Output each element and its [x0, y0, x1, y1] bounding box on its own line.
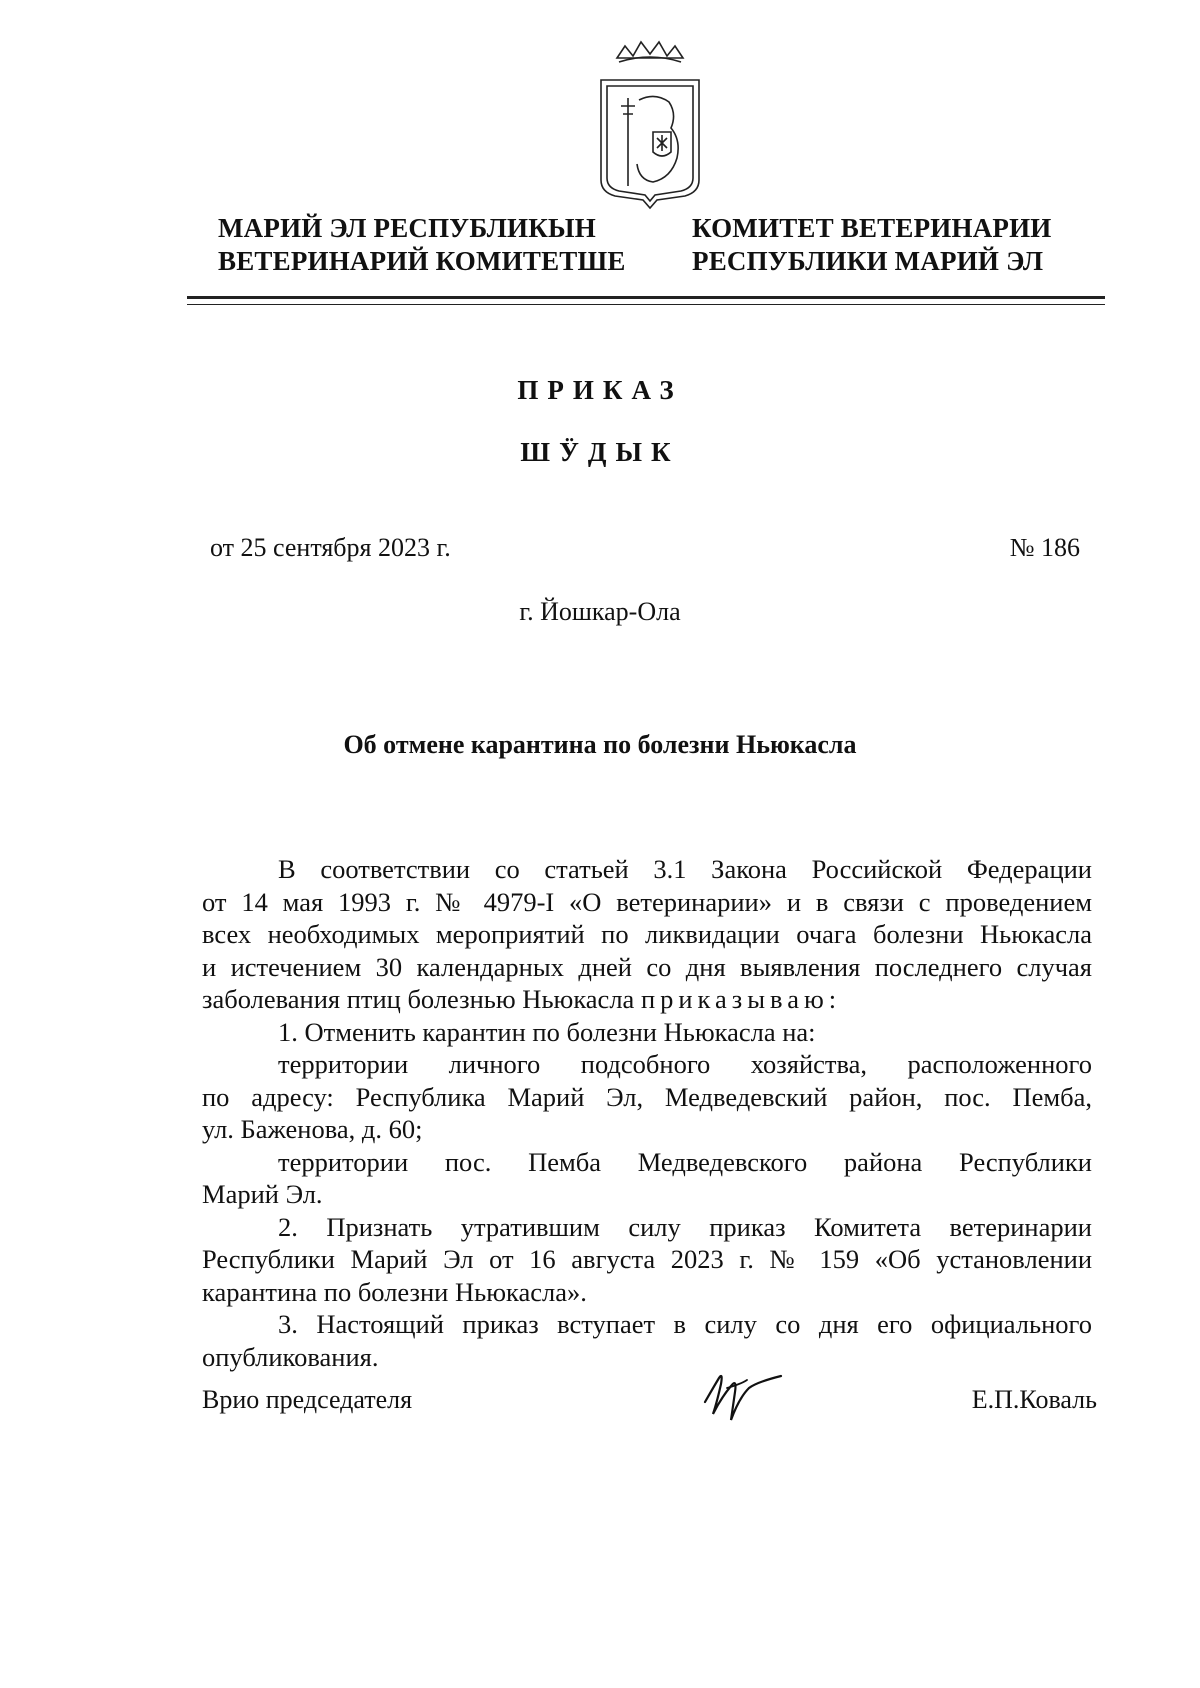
paragraph-line: всех необходимых мероприятий по ликвидации очага болезни Ньюкасла [202, 919, 1092, 949]
signer-name: Е.П.Коваль [971, 1385, 1097, 1414]
organization-name-russian-line-2: РЕСПУБЛИКИ МАРИЙ ЭЛ [692, 246, 1044, 276]
organization-name-mari-line-1: МАРИЙ ЭЛ РЕСПУБЛИКЫН [218, 213, 596, 243]
order-item-2: 2. Признать утратившим силу приказ Комитета ветеринарии [278, 1211, 1092, 1242]
paragraph-line: территории пос. Пемба Медведевского района Республики [278, 1146, 1092, 1177]
document-title: Об отмене карантина по болезни Ньюкасла [343, 730, 857, 759]
coat-of-arms-emblem [595, 40, 705, 210]
paragraph-line [202, 983, 1092, 1016]
order-item-3: 3. Настоящий приказ вступает в силу со дня его официального [278, 1309, 1092, 1339]
document-date: от 25 сентября 2023 г. [210, 533, 451, 562]
spaced-word-prikazyvayu: приказываю [640, 984, 829, 1014]
paragraph-line: В соответствии со статьей 3.1 Закона Российской Федерации [278, 854, 1092, 884]
paragraph-line: Республики Марий Эл от 16 августа 2023 г. № 159 «Об установлении [202, 1244, 1092, 1274]
paragraph-line: и истечением 30 календарных дней со дня выявления последнего случая [202, 951, 1092, 982]
paragraph-text: заболевания птиц болезнью Ньюкасла [202, 984, 641, 1014]
organization-name-mari-line-2: ВЕТЕРИНАРИЙ КОМИТЕТШЕ [218, 246, 626, 276]
signer-position: Врио председателя [202, 1385, 413, 1414]
paragraph-line: Марий Эл. [202, 1179, 323, 1209]
paragraph-line: от 14 мая 1993 г. № 4979-I «О ветеринарии» и в связи с проведением [202, 886, 1092, 917]
organization-name-russian-line-1: КОМИТЕТ ВЕТЕРИНАРИИ [692, 213, 1052, 243]
header-divider-thick [187, 296, 1105, 299]
header-divider-thin [187, 304, 1105, 305]
document-number: № 186 [1009, 533, 1080, 562]
paragraph-line: ул. Баженова, д. 60; [202, 1114, 423, 1144]
document-type-russian: ПРИКАЗ [517, 375, 683, 405]
paragraph-line: карантина по болезни Ньюкасла». [202, 1276, 587, 1307]
handwritten-signature [697, 1358, 787, 1428]
paragraph-text: : [828, 984, 837, 1014]
document-type-mari: ШӰДЫК [520, 437, 680, 467]
organization-name-mari [218, 212, 626, 278]
document-body [202, 853, 1092, 1373]
organization-name-russian [692, 212, 1052, 278]
paragraph-line: территории личного подсобного хозяйства, расположенного [278, 1049, 1092, 1079]
paragraph-line: опубликования. [202, 1341, 379, 1372]
paragraph-line: по адресу: Республика Марий Эл, Медведевский район, пос. Пемба, [202, 1081, 1092, 1112]
order-item-1: 1. Отменить карантин по болезни Ньюкасла на: [278, 1016, 816, 1047]
document-city: г. Йошкар-Ола [519, 597, 681, 626]
